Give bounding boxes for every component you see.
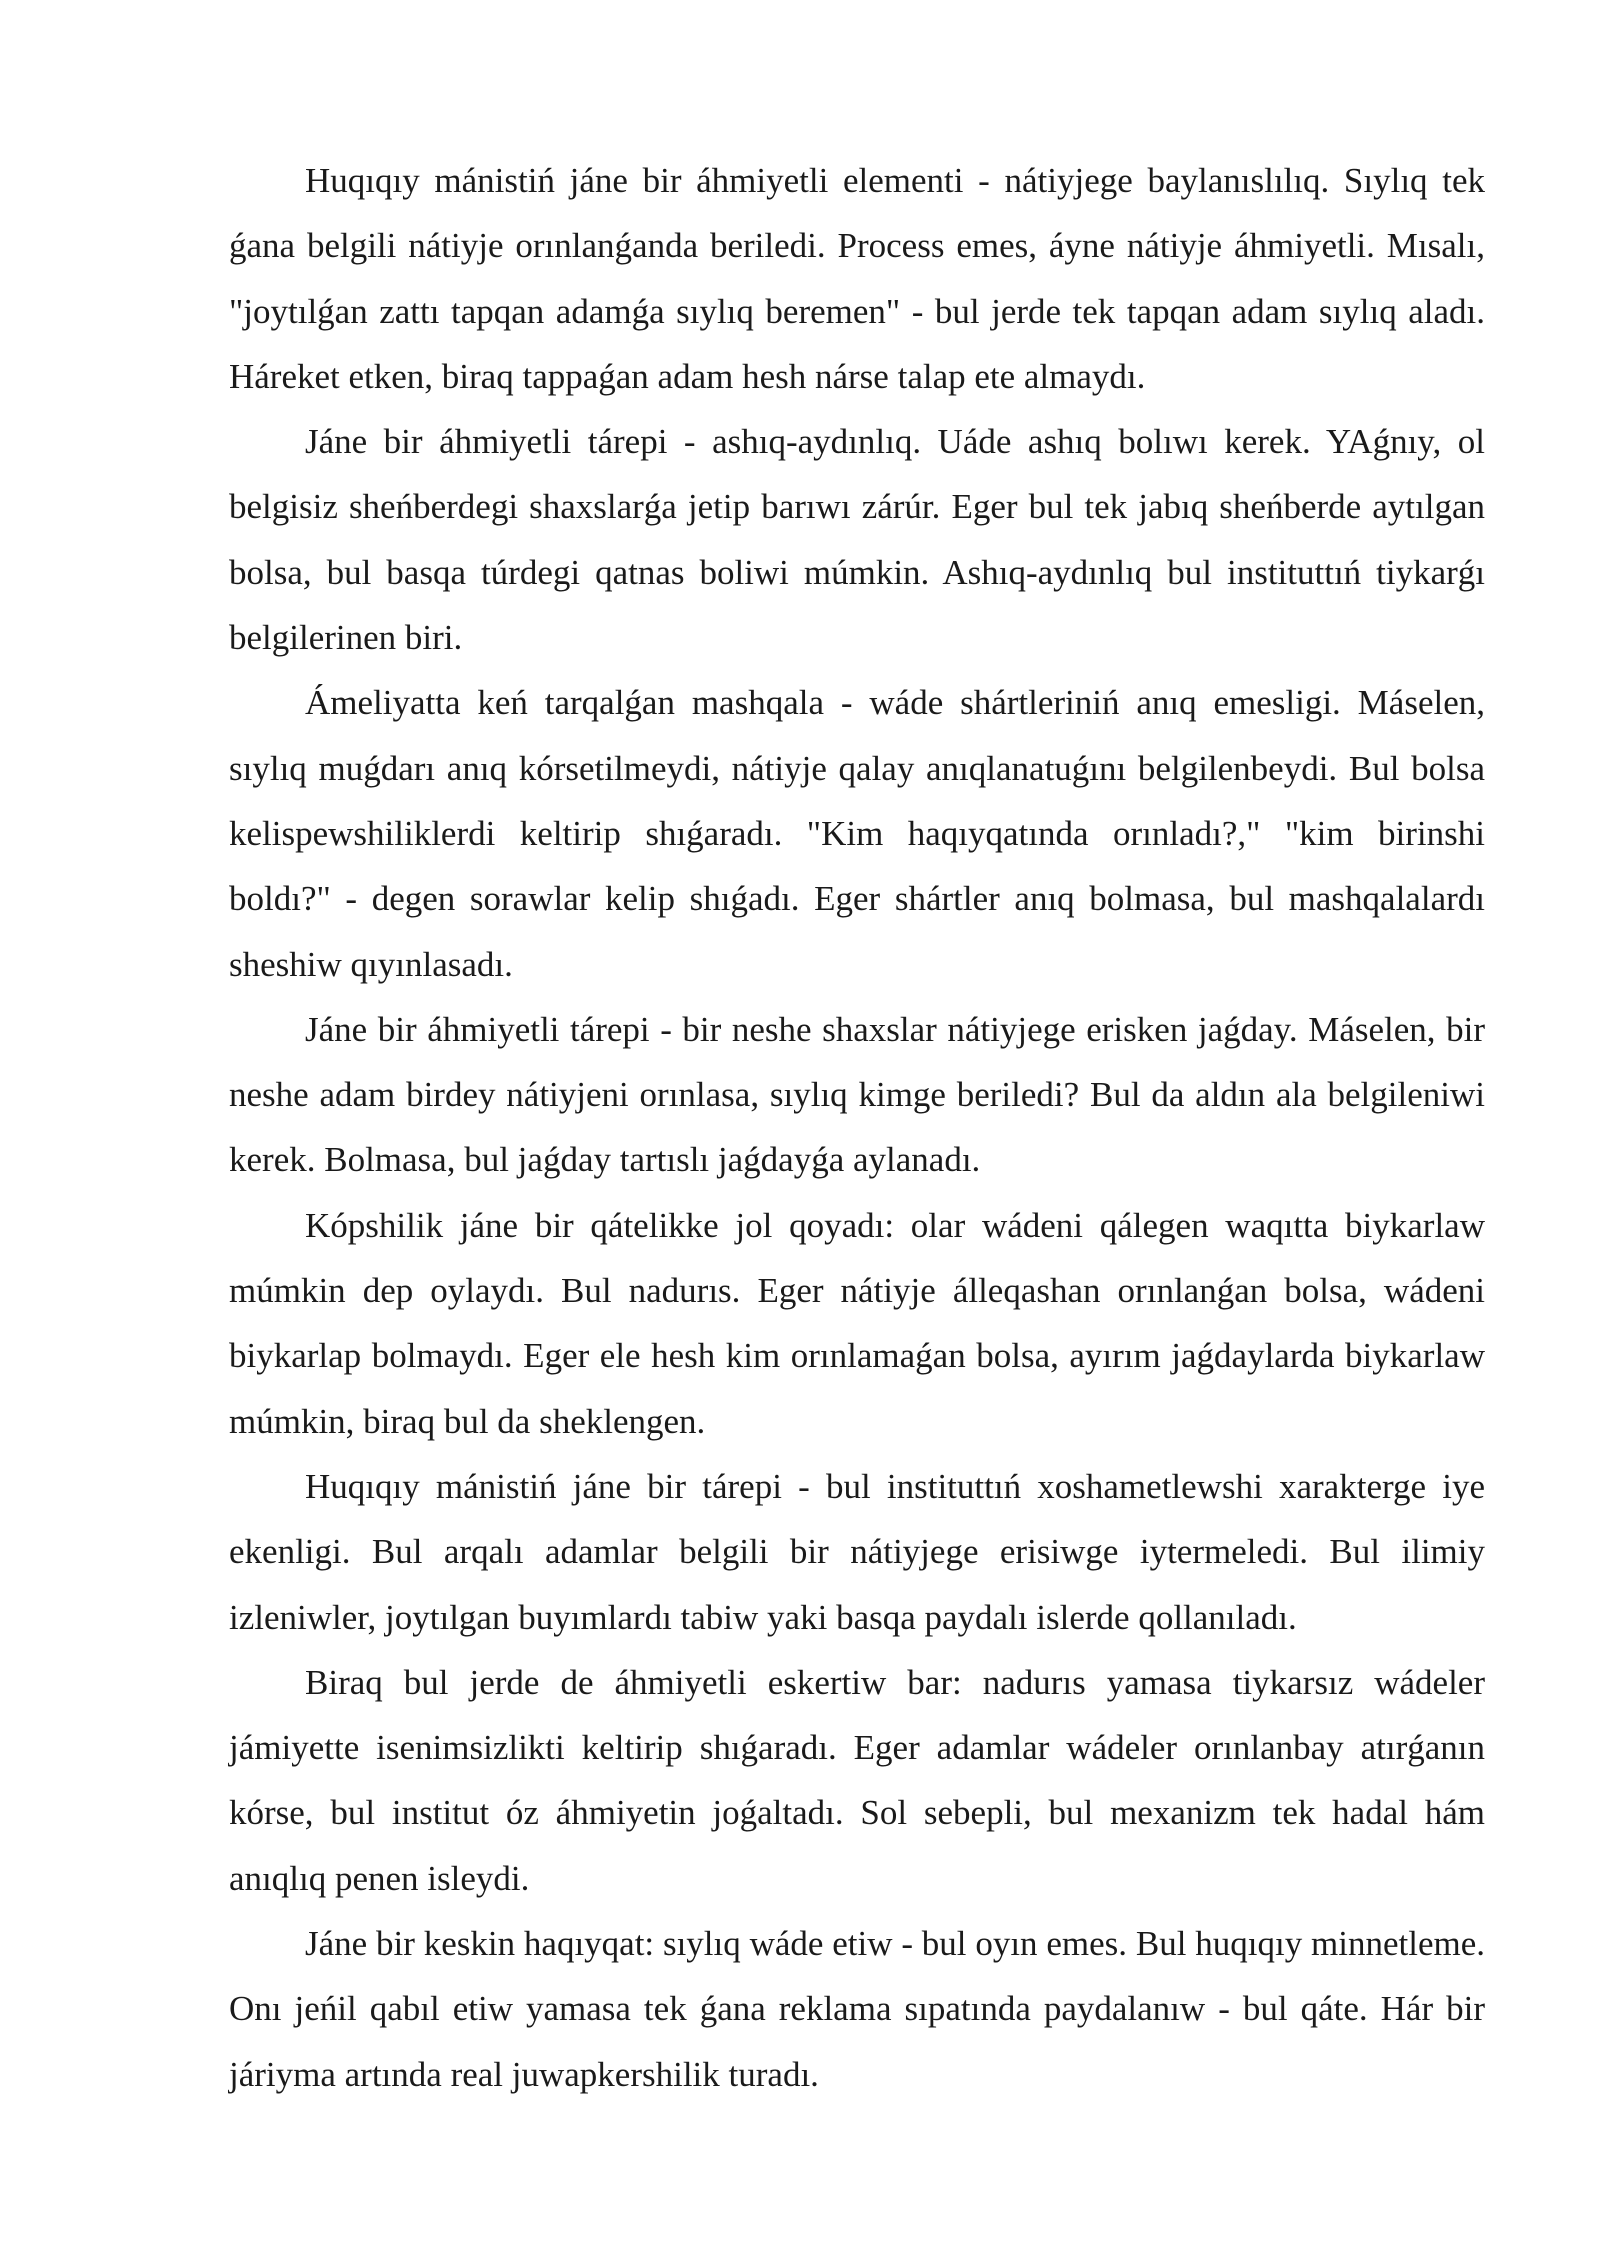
- paragraph: Jáne bir áhmiyetli tárepi - bir neshe shaxslar nátiyjege erisken jaǵday. Máselen, bir neshe adam birdey nátiyjeni orınlasa, sıylıq kimge beriledi? Bul da aldın ala belgileniwi kerek. Bolmasa, bul jaǵday tartıslı jaǵdayǵa aylanadı.: [229, 1009, 1485, 1180]
- paragraph: Ámeliyatta keń tarqalǵan mashqala - wáde shártleriniń anıq emesligi. Máselen, sıylıq muǵdarı anıq kórsetilmeydi, nátiyje qalay anıqlanatuǵını belgilenbeydi. Bul bolsa kelispewshiliklerdi keltirip shıǵaradı. "Kim haqıyqatında orınladı?," "kim birinshi boldı?" - degen sorawlar kelip shıǵadı. Eger shártler anıq bolmasa, bul mashqalalardı sheshiw qıyınlasadı.: [229, 683, 1485, 984]
- paragraph: Kópshilik jáne bir qátelikke jol qoyadı: olar wádeni qálegen waqıtta biykarlaw múmkin dep oylaydı. Bul nadurıs. Eger nátiyje álleqashan orınlanǵan bolsa, wádeni biykarlap bolmaydı. Eger ele hesh kim orınlamaǵan bolsa, ayırım jaǵdaylarda biykarlaw múmkin, biraq bul da sheklengen.: [229, 1205, 1485, 1441]
- paragraph: Jáne bir áhmiyetli tárepi - ashıq-aydınlıq. Uáde ashıq bolıwı kerek. YAǵnıy, ol belgisiz sheńberdegi shaxslarǵa jetip barıwı zárúr. Eger bul tek jabıq sheńberde aytılgan bolsa, bul basqa túrdegi qatnas boliwi múmkin. Ashıq-aydınlıq bul instituttıń tiykarǵı belgilerinen biri.: [229, 422, 1485, 658]
- paragraph: Huqıqıy mánistiń jáne bir áhmiyetli elementi - nátiyjege baylanıslılıq. Sıylıq tek ǵana belgili nátiyje orınlanǵanda beriledi. Process emes, áyne nátiyje áhmiyetli. Mısalı, "joytılǵan zattı tapqan adamǵa sıylıq beremen" - bul jerde tek tapqan adam sıylıq aladı. Háreket etken, biraq tappaǵan adam hesh nárse talap ete almaydı.: [229, 161, 1485, 396]
- document-body: [229, 148, 1485, 2107]
- paragraph: Huqıqıy mánistiń jáne bir tárepi - bul instituttıń xoshametlewshi xarakterge iye ekenligi. Bul arqalı adamlar belgili bir nátiyjege erisiwge iytermeledi. Bul ilimiy izleniwler, joytılgan buyımlardı tabiw yaki basqa paydalı islerde qollanıladı.: [229, 1466, 1485, 1637]
- paragraph: Biraq bul jerde de áhmiyetli eskertiw bar: nadurıs yamasa tiykarsız wádeler jámiyette isenimsizlikti keltirip shıǵaradı. Eger adamlar wádeler orınlanbay atırǵanın kórse, bul institut óz áhmiyetin joǵaltadı. Sol sebepli, bul mexanizm tek hadal hám anıqlıq penen isleydi.: [229, 1662, 1485, 1898]
- paragraph: Jáne bir keskin haqıyqat: sıylıq wáde etiw - bul oyın emes. Bul huqıqıy minnetleme. Onı jeńil qabıl etiw yamasa tek ǵana reklama sıpatında paydalanıw - bul qáte. Hár bir járiyma artında real juwapkershilik turadı.: [229, 1924, 1485, 2094]
